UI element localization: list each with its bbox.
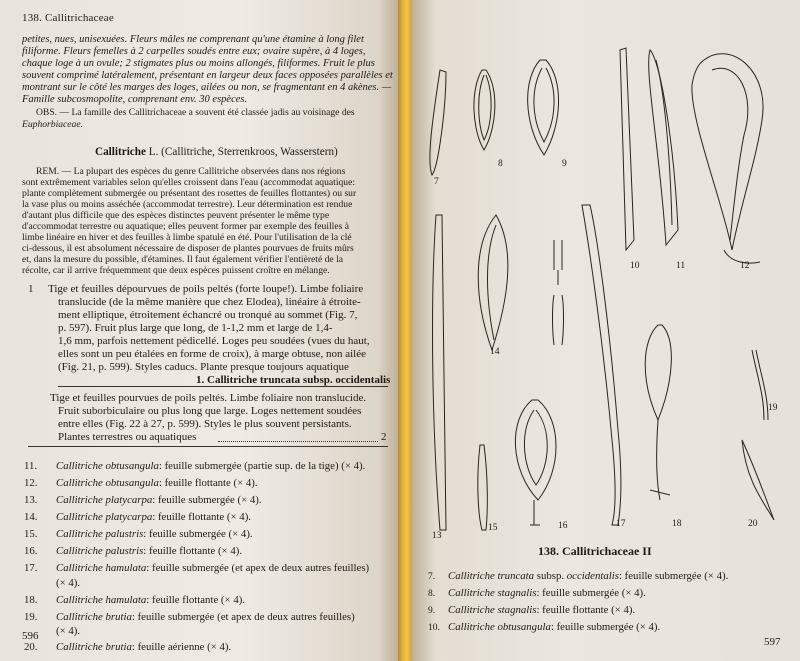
figure-11-vein [656, 60, 672, 225]
caption-species: Callitriche palustris [56, 528, 144, 540]
caption-20 [24, 641, 231, 653]
caption-15 [24, 528, 253, 540]
caption-desc: : feuille submergée (partie sup. de la tige) (× 4). [158, 460, 366, 472]
figure-number-14: 14 [490, 347, 500, 357]
rem-text-line: sont extrêmement variables selon qu'elles croissent dans l'eau (accommodat aquatique: [22, 177, 355, 188]
caption-desc: : feuille submergée (et apex de deux autres feuilles) [131, 611, 355, 623]
key-line: translucide (de la même manière que chez Elodea), linéaire à étroite- [58, 296, 361, 308]
key-line: entre elles (Fig. 22 à 27, p. 599). Styles le plus souvent persistants. [58, 418, 352, 430]
figure-14-vein [488, 225, 497, 340]
caption-12 [24, 477, 258, 489]
family-text-line: Famille subcosmopolite, comprenant env. 30 espèces. [22, 94, 248, 105]
obs-text-line: OBS. — La famille des Callitrichaceae a souvent été classée jadis au voisinage des [36, 107, 355, 118]
caption-desc: : feuille submergée (× 4). [536, 587, 646, 599]
caption-species: Callitriche brutia [56, 611, 132, 623]
caption-11 [24, 460, 365, 472]
figure-20-leaf [742, 440, 774, 520]
key-line: (Fig. 21, p. 599). Styles caducs. Plante presque toujours aquatique [58, 361, 349, 373]
caption-desc: : feuille aérienne (× 4). [131, 641, 232, 653]
key-line: Fruit suborbiculaire ou plus long que large. Loges nettement soudées [58, 405, 362, 417]
key-line: 1,6 mm, parfois nettement pédicellé. Loges peu soudées (vues du haut, [58, 335, 370, 347]
botanical-plate [412, 0, 800, 661]
caption-desc: (× 4). [56, 625, 81, 637]
caption-17-cont [24, 577, 80, 589]
figure-number-12: 12 [740, 261, 750, 271]
figure-detail-b [553, 295, 564, 345]
caption-number: 10. [428, 623, 440, 633]
rem-text-line: la vase plus ou moins asséchée (accommodat terrestre). Leur détermination est rendue [22, 199, 353, 210]
caption-desc: : feuille submergée (× 4). [550, 621, 661, 633]
obs-text-line: Euphorbiaceae. [22, 119, 84, 130]
caption-number: 13. [24, 494, 38, 506]
caption-19 [24, 611, 355, 623]
figure-15-leaf [478, 445, 487, 530]
caption-species: Callitriche hamulata [56, 594, 147, 606]
figure-number-8: 8 [498, 159, 503, 169]
caption-species: Callitriche palustris [56, 545, 144, 557]
caption-13 [24, 494, 262, 506]
right-page [412, 0, 800, 661]
genus-authority: L. (Callitriche, Sterrenkroos, Wasserstern) [148, 146, 338, 158]
key-leader-dots [218, 441, 378, 442]
caption-desc: : feuille flottante (× 4). [146, 594, 246, 606]
figure-8-leaf [474, 70, 495, 150]
caption-species: Callitriche obtusangula [56, 460, 159, 472]
figure-number-9: 9 [562, 159, 567, 169]
figure-7-leaf [430, 70, 446, 175]
figure-10-leaf [620, 48, 634, 250]
figure-number-17: 17 [616, 519, 626, 529]
key-number: 1 [28, 283, 34, 295]
caption-desc-2: : feuille submergée (× 4). [618, 570, 729, 582]
caption-species: Callitriche stagnalis [448, 604, 537, 616]
key-line: Plantes terrestres ou aquatiques [58, 431, 197, 443]
caption-desc: : feuille flottante (× 4). [536, 604, 636, 616]
caption-number: 16. [24, 545, 38, 557]
genus-name: Callitriche [95, 146, 146, 158]
plate-caption-9 [428, 604, 635, 616]
plate-caption-10 [428, 621, 660, 633]
plate-title: 138. Callitrichaceae II [538, 544, 652, 558]
figure-number-16: 16 [558, 521, 568, 531]
caption-17 [24, 562, 369, 574]
caption-species: Callitriche platycarpa [56, 511, 153, 523]
family-text-line: petites, nues, unisexuées. Fleurs mâles ne comprenant qu'une étamine à long filet [22, 34, 364, 45]
figure-16-vein [524, 410, 547, 485]
figure-12-leaf [692, 54, 763, 250]
plate-drawings [430, 48, 774, 530]
caption-desc: : feuille submergée (× 4). [143, 528, 253, 540]
caption-subspecies: occidentalis [566, 570, 619, 582]
key-result: 1. Callitriche truncata subsp. occidentalis [196, 374, 391, 386]
caption-species: Callitriche obtusangula [56, 477, 159, 489]
caption-desc: : feuille flottante (× 4). [158, 477, 258, 489]
figure-number-19: 19 [768, 403, 778, 413]
figure-number-18: 18 [672, 519, 682, 529]
figure-16-stem [530, 500, 540, 525]
genus-heading [95, 146, 338, 158]
figure-number-11: 11 [676, 261, 686, 271]
figure-number-15: 15 [488, 523, 498, 533]
caption-number: 11. [24, 460, 38, 472]
rem-text-line: d'accommodat terrestre ou aquatique; elles peuvent former par exemple des feuilles à [22, 221, 349, 232]
caption-species: Callitriche stagnalis [448, 587, 537, 599]
figure-19-leaf [752, 350, 768, 420]
rem-text-line: ci-dessous, il est absolument nécessaire de disposer de plantes pourvues de fruits mûrs [22, 243, 354, 254]
caption-number: 18. [24, 594, 38, 606]
running-head: 138. Callitrichaceae [22, 12, 114, 24]
figure-13-leaf [433, 215, 446, 530]
caption-species: Callitriche hamulata [56, 562, 147, 574]
rem-text-line: REM. — La plupart des espèces du genre Callitriche observées dans nos régions [36, 166, 346, 177]
caption-number: 9. [428, 606, 436, 616]
caption-number: 7. [428, 572, 436, 582]
rem-text-line: et, dans la mesure du possible, d'étamines. Il faut également vérifier l'entièreté de la [22, 254, 343, 265]
key-line: Tige et feuilles dépourvues de poils peltés (forte loupe!). Limbe foliaire [48, 283, 364, 295]
rem-text-line: plante complètement submergée ou présentant des rosettes de feuilles flottantes) ou sur [22, 188, 357, 199]
rem-text-line: récolte, car il arrive fréquemment que deux espèces puissent croître en mélange. [22, 265, 330, 276]
caption-species: Callitriche obtusangula [448, 621, 551, 633]
key-line: p. 597). Fruit plus large que long, de 1-1,2 mm et large de 1,4- [58, 322, 333, 334]
key-line: Tige et feuilles pourvues de poils peltés. Limbe foliaire non translucide. [50, 392, 367, 404]
figure-17-leaf [582, 205, 621, 525]
plate-caption-7 [428, 570, 728, 582]
figure-numbers [432, 159, 778, 541]
figure-8-vein [479, 75, 491, 140]
rem-text-line: d'autant plus difficile que des espèces distinctes peuvent présenter le même type [22, 210, 330, 221]
caption-species: Callitriche brutia [56, 641, 132, 653]
figure-number-20: 20 [748, 519, 758, 529]
key-goto: 2 [381, 431, 387, 443]
family-text-line: souvent comprimé latéralement, présentant en largeur deux faces opposées parallèles et [22, 70, 393, 81]
caption-desc: : feuille submergée (et apex de deux autres feuilles) [146, 562, 370, 574]
caption-14 [24, 511, 251, 523]
caption-desc: : feuille flottante (× 4). [143, 545, 243, 557]
figure-18-leaf [645, 325, 671, 420]
key-line: ment elliptique, étroitement échancré ou tronqué au sommet (Fig. 7, [58, 309, 358, 321]
caption-desc: : feuille flottante (× 4). [152, 511, 251, 523]
caption-number: 15. [24, 528, 38, 540]
folio-left: 596 [22, 630, 39, 642]
caption-desc: (× 4). [56, 577, 81, 589]
figure-9-vein [534, 68, 554, 142]
key-divider [58, 386, 388, 387]
figure-number-13: 13 [432, 531, 442, 541]
caption-number: 8. [428, 589, 436, 599]
rem-text-line: limbe linéaire en hiver et des feuilles à limbe spatulé en été. Pour l'utilisation de la clé [22, 232, 352, 243]
key-line: elles sont un peu étalées en forme de croix), à marge obtuse, non ailée [58, 348, 366, 360]
caption-desc: : feuille submergée (× 4). [152, 494, 262, 506]
caption-18 [24, 594, 245, 606]
folio-right: 597 [764, 636, 781, 648]
family-text-line: chaque loge à un ovule; 2 stigmates plus ou moins allongés, filiformes. Fruit le plus [22, 58, 375, 69]
figure-18-stem [650, 420, 670, 500]
caption-number: 20. [24, 641, 38, 653]
figure-detail-a [554, 240, 562, 285]
caption-rule [28, 446, 388, 447]
caption-species: Callitriche truncata [448, 570, 535, 582]
caption-species: Callitriche platycarpa [56, 494, 153, 506]
caption-16 [24, 545, 242, 557]
figure-11-leaf [649, 50, 678, 245]
caption-desc: subsp. [534, 570, 567, 582]
caption-number: 12. [24, 477, 38, 489]
family-text-line: filiforme. Fleurs femelles à 2 carpelles soudés entre eux; ovaire supère, à 4 loges, [22, 46, 366, 57]
figure-12-vein [712, 68, 748, 240]
plate-caption-8 [428, 587, 646, 599]
family-text-line: montrant sur le côté les marges des loges, ailées ou non, se fragmentant en 4 akènes. — [22, 82, 392, 93]
figure-number-10: 10 [630, 261, 640, 271]
caption-number: 19. [24, 611, 38, 623]
figure-number-7: 7 [434, 177, 439, 187]
caption-number: 14. [24, 511, 38, 523]
caption-number: 17. [24, 562, 38, 574]
